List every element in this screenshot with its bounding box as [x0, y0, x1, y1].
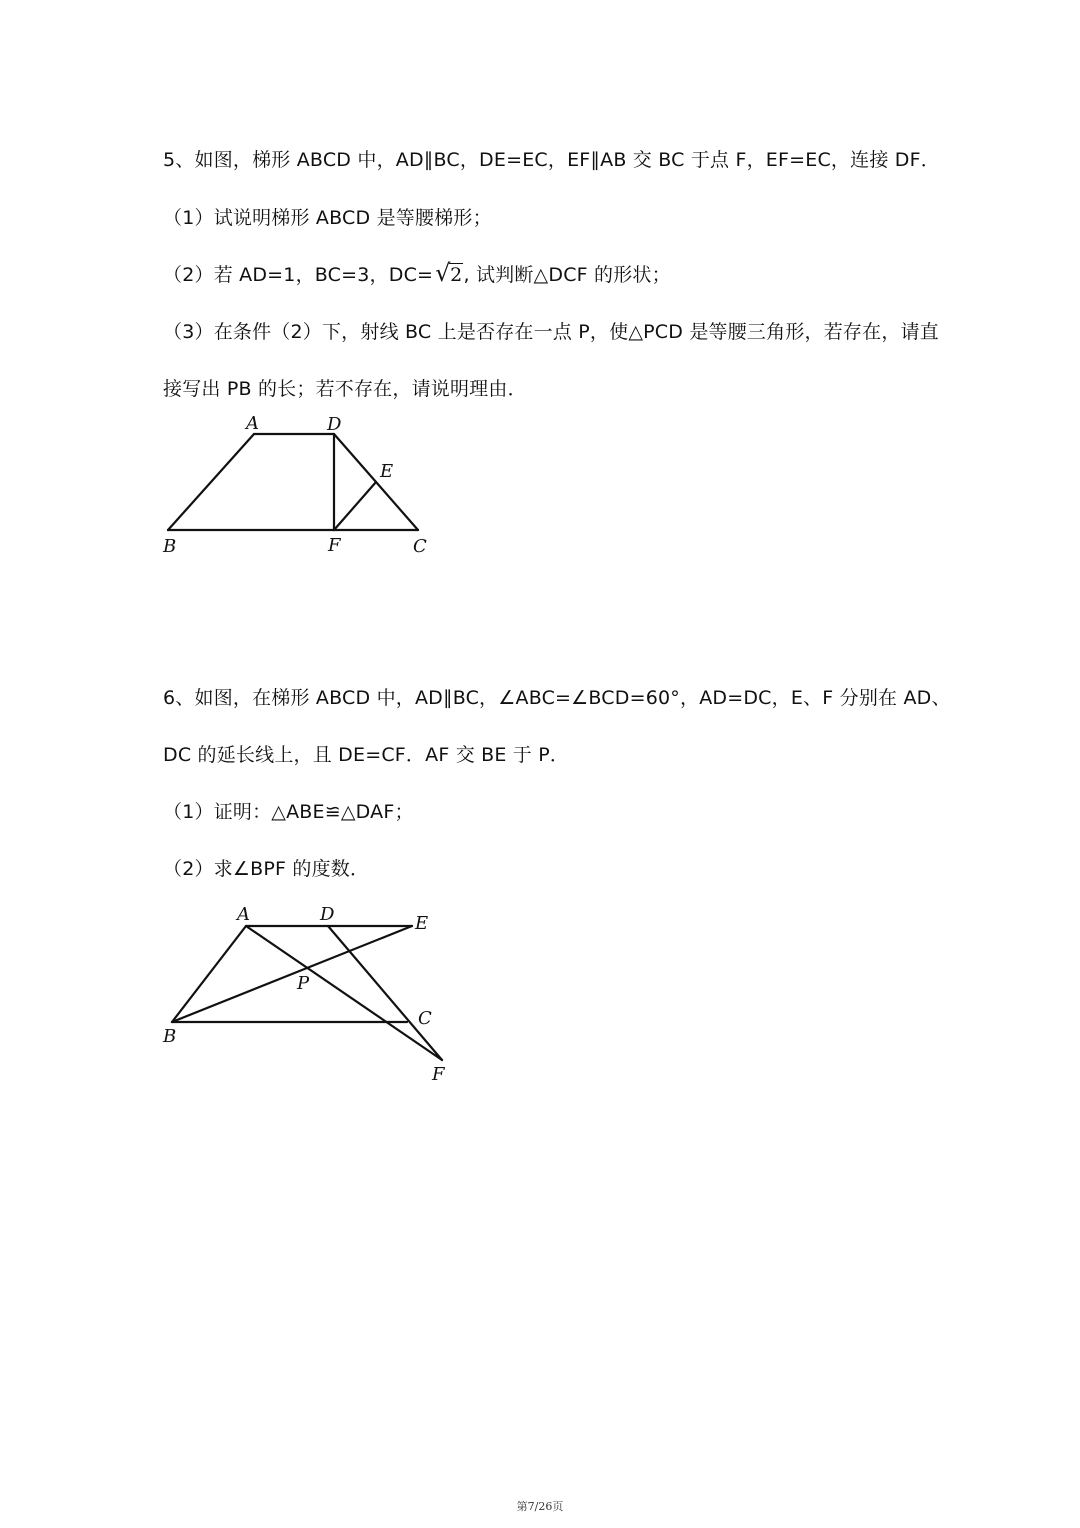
q5-part3-line2: 接写出 PB 的长；若不存在，请说明理由．	[163, 378, 527, 400]
sqrt-expression: √ 2	[435, 259, 463, 287]
label-C: C	[413, 536, 427, 557]
q5-part2-after: , 试判断△DCF 的形状；	[463, 264, 671, 286]
label-E: E	[380, 461, 394, 482]
label-F: F	[328, 535, 341, 556]
page-number: 第7/26页	[516, 1500, 564, 1513]
label-P: P	[297, 973, 310, 994]
sqrt-radicand: 2	[450, 264, 463, 286]
q6-stem-line1: 6、如图，在梯形 ABCD 中，AD∥BC，∠ABC=∠BCD=60°，AD=DC，E、F 分别在 AD、	[163, 687, 951, 709]
label-A: A	[246, 413, 259, 434]
q6-stem-line2: DC 的延长线上，且 DE=CF．AF 交 BE 于 P．	[163, 744, 570, 766]
label-D: D	[320, 904, 335, 925]
q5-part2-before: （2）若 AD=1，BC=3，DC=	[163, 264, 434, 286]
label-C: C	[418, 1008, 432, 1029]
q6-part2: （2）求∠BPF 的度数．	[163, 858, 370, 880]
label-B: B	[163, 536, 177, 557]
label-A: A	[237, 904, 250, 925]
label-E: E	[415, 913, 429, 934]
label-F: F	[432, 1064, 445, 1085]
q5-part1: （1）试说明梯形 ABCD 是等腰梯形；	[163, 207, 492, 229]
label-B: B	[163, 1026, 177, 1047]
q5-stem: 5、如图，梯形 ABCD 中，AD∥BC，DE=EC，EF∥AB 交 BC 于点 F，EF=EC，连接 DF．	[163, 149, 940, 171]
q6-part1: （1）证明：△ABE≌△DAF；	[163, 801, 414, 823]
q5-part3-line1: （3）在条件（2）下，射线 BC 上是否存在一点 P，使△PCD 是等腰三角形，若存在，请直	[163, 321, 939, 343]
label-D: D	[327, 414, 342, 435]
